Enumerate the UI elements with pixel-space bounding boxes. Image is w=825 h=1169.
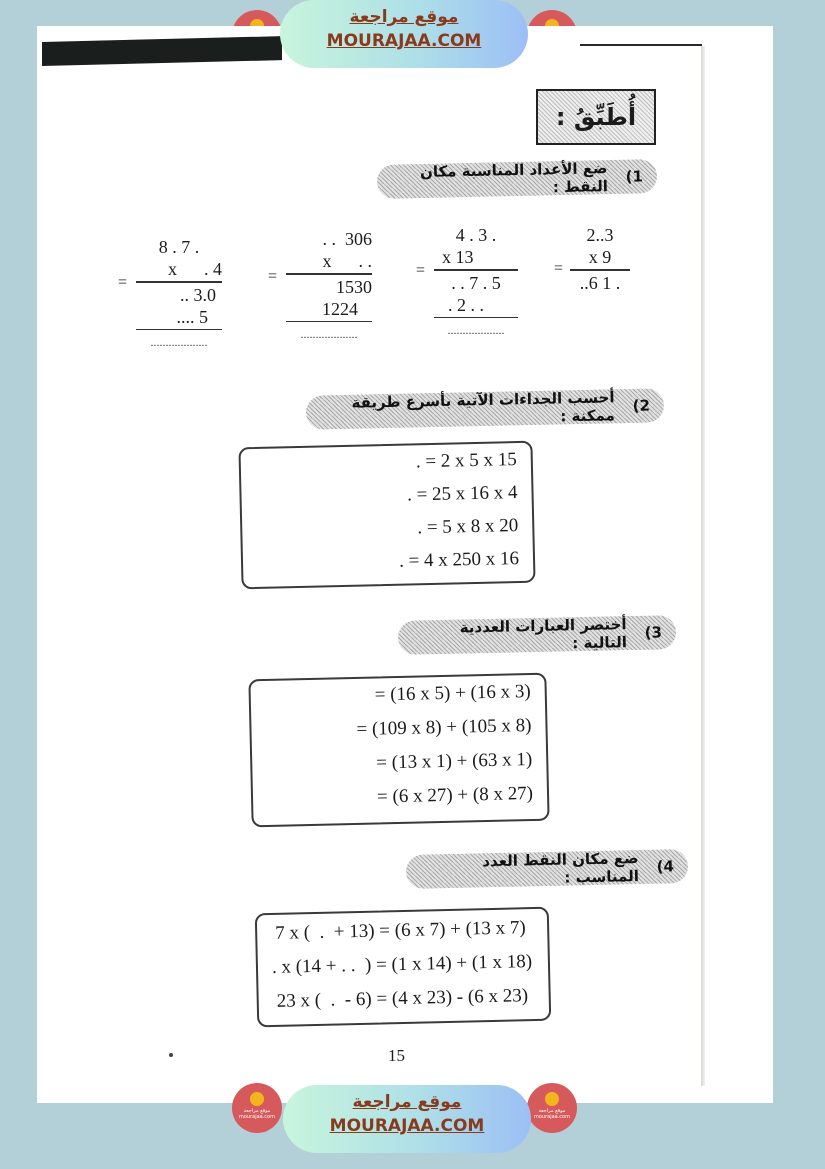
- scan-right-edge: [701, 46, 705, 1086]
- expression-line: = (6 x 27) + (8 x 27): [376, 782, 534, 808]
- equals-sign: =: [554, 260, 564, 277]
- rule-line: [434, 317, 518, 319]
- multiplier: x . .: [322, 251, 372, 271]
- rule-line: [136, 329, 222, 331]
- answer-dots: ...................: [150, 335, 208, 349]
- partial-product-1: .. 3.0: [180, 284, 216, 305]
- expression-line: . = 4 x 250 x 16: [398, 548, 520, 572]
- expression-line: = (109 x 8) + (105 x 8): [356, 714, 532, 740]
- logo-left-bottom: [232, 1083, 282, 1133]
- banner-arabic[interactable]: موقع مراجعة: [352, 1092, 462, 1112]
- banner-arabic[interactable]: موقع مراجعة: [349, 7, 459, 27]
- exercise-instruction: ضع الأعداد المناسبة مكان النقط :: [419, 159, 609, 197]
- multiplicand: 4 . 3 .: [455, 225, 497, 245]
- rule-line: [136, 281, 222, 283]
- book-icon: [250, 1092, 264, 1106]
- site-banner-top[interactable]: [280, 0, 528, 68]
- fill-in-line: 23 x ( . - 6) = (4 x 23) - (6 x 23): [276, 985, 529, 1012]
- multiplicand: . . 306: [322, 229, 372, 249]
- logo-right-bottom: [527, 1083, 577, 1133]
- banner-english[interactable]: MOURAJAA.COM: [326, 31, 482, 51]
- expression-line: . = 25 x 16 x 4: [406, 482, 518, 506]
- exercise-instruction: أحسب الجداءات الآتية بأسرع طريقة ممكنة :: [351, 388, 616, 426]
- multiplicand: 2..3: [586, 225, 614, 245]
- exercise-3-box: [248, 673, 549, 828]
- exercise-4-box: [255, 907, 552, 1028]
- exercise-1-heading: [377, 159, 658, 199]
- book-icon: [545, 1092, 559, 1106]
- partial-product-1: 1530: [336, 276, 372, 297]
- exercise-number: 1): [625, 167, 644, 186]
- logo-caption-en: mourajaa.com: [533, 1114, 570, 1120]
- answer-dots: ...................: [447, 323, 505, 337]
- logo-caption-ar: موقع مراجعة: [243, 1108, 271, 1114]
- answer-dots: ...................: [300, 327, 358, 341]
- multiplicand: 8 . 7 .: [158, 237, 200, 257]
- exercise-number: 3): [644, 623, 663, 642]
- multiplication-2: [416, 224, 518, 341]
- fill-in-line: 7 x ( . + 13) = (6 x 7) + (13 x 7): [274, 917, 526, 944]
- rule-line: [570, 269, 630, 271]
- partial-product-2: 1224: [322, 298, 358, 319]
- partial-product-2: . 2 . .: [448, 294, 484, 315]
- exercise-2-box: [238, 441, 535, 590]
- partial-product-1: . . 7 . 5: [451, 272, 501, 293]
- exercise-number: 4): [656, 857, 675, 876]
- multiplication-4: [118, 236, 222, 353]
- multiplier: x 9: [588, 247, 612, 267]
- site-banner-bottom[interactable]: [283, 1085, 531, 1153]
- exercise-3-heading: [398, 615, 677, 655]
- equals-sign: =: [268, 268, 278, 285]
- logo-caption-en: mourajaa.com: [238, 1114, 275, 1120]
- rule-line: [434, 269, 518, 271]
- partial-product-2: .... 5: [176, 306, 208, 327]
- multiplication-3: [268, 228, 372, 345]
- equals-sign: =: [416, 262, 426, 279]
- exercise-4-heading: [406, 849, 689, 889]
- scan-speck: [169, 1053, 173, 1057]
- exercise-number: 2): [632, 396, 651, 415]
- expression-line: = (16 x 5) + (16 x 3): [374, 680, 531, 706]
- exercise-2-heading: [306, 388, 665, 429]
- rule-line: [286, 321, 372, 323]
- expression-line: . = 2 x 5 x 15: [415, 449, 518, 473]
- page-number: 15: [388, 1046, 405, 1065]
- multiplier: x . 4: [168, 259, 222, 279]
- expression-line: = (13 x 1) + (63 x 1): [376, 748, 533, 774]
- expression-line: . = 5 x 8 x 20: [417, 515, 519, 539]
- exercise-instruction: ضع مكان النقط العدد المناسب :: [482, 849, 640, 887]
- multiplication-1: [554, 224, 630, 294]
- product: ..6 1 .: [579, 272, 621, 293]
- equals-sign: =: [118, 274, 128, 291]
- banner-english[interactable]: MOURAJAA.COM: [329, 1116, 485, 1136]
- page-title: أُطَبِّقُ :: [536, 89, 656, 145]
- scan-edge-line: [580, 44, 702, 46]
- exercise-instruction: أختصر العبارات العددية التالية :: [459, 615, 628, 653]
- rule-line: [286, 273, 372, 275]
- fill-in-line: . x (14 + . . ) = (1 x 14) + (1 x 18): [271, 951, 533, 978]
- multiplier: x 13: [442, 247, 474, 267]
- logo-caption-ar: موقع مراجعة: [538, 1108, 566, 1114]
